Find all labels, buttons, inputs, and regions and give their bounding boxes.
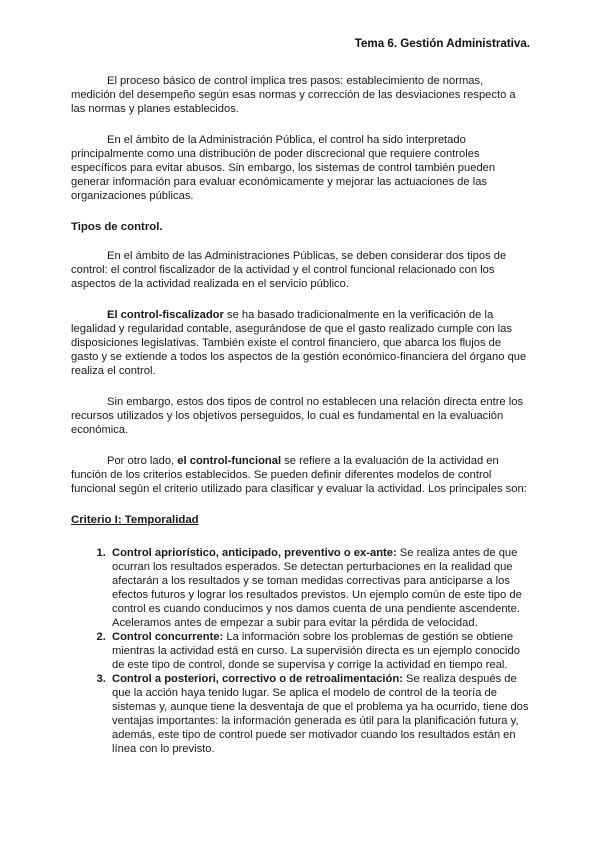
term-control-fiscalizador: El control-fiscalizador: [107, 309, 224, 321]
paragraph-control-funcional-pre: Por otro lado,: [107, 455, 178, 467]
list-item-text: Se realiza después de que la acción haya tenido lugar. Se aplica el modelo de control de la teoría de sistemas y, aunque tiene la desventaja de que el problema ya ha ocurrido, tiene dos ventajas importantes: la información generada es útil para la planificación futura y, además, este tipo de control puede ser motivador cuando los resultados están en línea con lo previsto.: [112, 673, 529, 755]
list-item-title: Control apriorístico, anticipado, preventivo o ex-ante:: [112, 547, 397, 559]
list-item: [109, 546, 529, 630]
list-item-text: La información sobre los problemas de gestión se obtiene mientras la actividad está en curso. La supervisión directa es un ejemplo conocido de este tipo de control, donde se supervisa y corrige la actividad en tiempo real.: [112, 631, 520, 671]
list-item: [109, 630, 529, 672]
list-item-text: Se realiza antes de que ocurran los resultados esperados. Se detectan perturbaciones en la realidad que afectarán a los resultados y se toman medidas correctivas para anticiparse a los efectos futuros y lograr los resultados previstos. Un ejemplo común de este tipo de control es cuando conducimos y nos damos cuenta de una pendiente ascendente. Aceleramos antes de empezar a subir para evitar la pérdida de velocidad.: [112, 547, 522, 629]
paragraph-control-steps: El proceso básico de control implica tres pasos: establecimiento de normas, medición del desempeño según esas normas y corrección de las desviaciones respecto a las normas y planes establecidos.: [71, 75, 516, 115]
paragraph-sin-embargo: Sin embargo, estos dos tipos de control no establecen una relación directa entre los recursos utilizados y los objetivos perseguidos, lo cual es fundamental en la evaluación económica.: [71, 396, 524, 436]
paragraph-two-types: En el ámbito de las Administraciones Públicas, se deben considerar dos tipos de control: el control fiscalizador de la actividad y el control funcional relacionado con los aspectos de la actividad realizada en el servicio público.: [71, 250, 507, 290]
page-header-title: Tema 6. Gestión Administrativa.: [354, 37, 530, 50]
list-item-title: Control concurrente:: [112, 631, 224, 643]
control-types-list: [71, 546, 529, 756]
heading-criterio-temporalidad: Criterio I: Temporalidad: [71, 514, 199, 526]
paragraph-control-fiscalizador: [71, 308, 529, 378]
heading-tipos-de-control: Tipos de control.: [71, 221, 163, 233]
paragraph-control-funcional: [71, 454, 529, 496]
document-body: [71, 74, 529, 756]
paragraph-public-administration: En el ámbito de la Administración Pública, el control ha sido interpretado principalmente como una distribución de poder discrecional que requiere controles específicos para evitar abusos. Sin embargo, los sistemas de control también pueden generar información para evaluar económicamente y mejorar las actuaciones de las organizaciones públicas.: [71, 134, 496, 202]
term-control-funcional: el control-funcional: [177, 455, 282, 467]
list-item-title: Control a posteriori, correctivo o de retroalimentación:: [112, 673, 403, 685]
paragraph-control-fiscalizador-text: se ha basado tradicionalmente en la verificación de la legalidad y regularidad contable, asegurándose de que el gasto realizado cumple con las disposiciones legislativas. También existe el control financiero, que abarca los flujos de gasto y se extiende a todos los aspectos de la gestión económico-financiera del órgano que realiza el control.: [71, 309, 527, 377]
paragraph-control-funcional-text: se refiere a la evaluación de la actividad en función de los criterios establecidos. Se pueden definir diferentes modelos de control funcional según el criterio utilizado para clasificar y evaluar la actividad. Los principales son:: [71, 455, 527, 495]
list-item: [109, 672, 529, 756]
